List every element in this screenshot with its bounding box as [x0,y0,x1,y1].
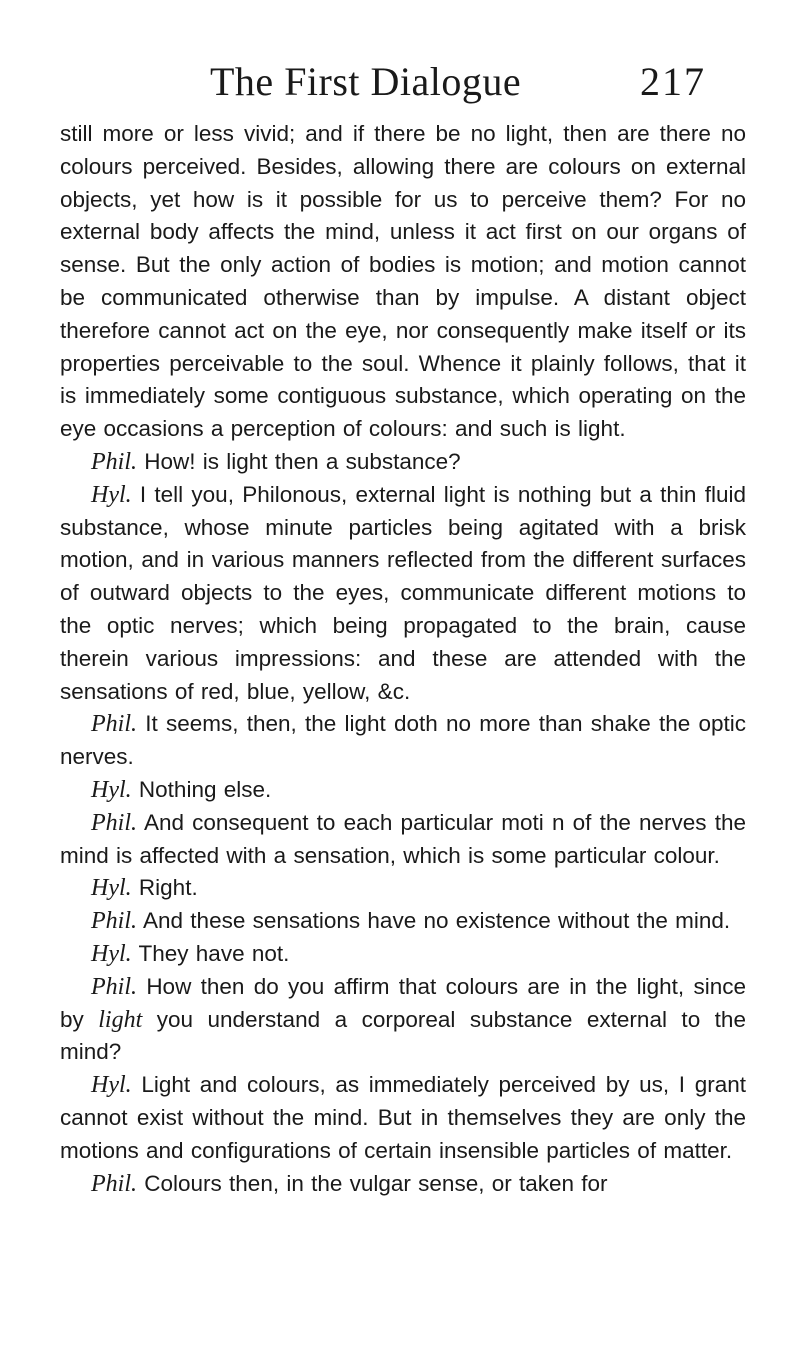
dialogue-line [60,905,746,938]
dialogue-text: How then do you affirm that colours are in the light, since by [60,973,746,1032]
speaker-name: Hyl. [91,1072,132,1099]
dialogue-text: They have not. [138,940,290,966]
dialogue-line [60,971,746,1069]
speaker-name: Hyl. [91,481,132,508]
chapter-title: The First Dialogue [210,59,522,104]
book-page [60,59,746,1200]
dialogue-text: you understand a corporeal substance external to the mind? [60,1006,746,1065]
dialogue-line [60,938,746,971]
dialogue-line [60,774,746,807]
dialogue-text: Right. [138,875,198,901]
dialogue-line [60,1069,746,1167]
dialogue-text: How! is light then a substance? [144,448,461,474]
italic-word: light [98,1006,143,1033]
speaker-name: Hyl. [91,776,132,803]
dialogue-text: Nothing else. [138,776,272,802]
speaker-name: Hyl. [91,875,132,902]
dialogue-text: And these sensations have no existence without the mind. [143,908,731,934]
speaker-name: Phil. [91,809,137,836]
dialogue-text: Light and colours, as immediately perceived by us, I grant cannot exist without the mind. But in themselves they are only the motions and configurations of certain insensible particles of matter. [60,1072,746,1163]
running-header [60,59,746,118]
paragraph [60,118,746,446]
speaker-name: Phil. [91,711,137,738]
dialogue-line [60,807,746,873]
speaker-name: Phil. [91,973,137,1000]
speaker-name: Phil. [91,448,137,475]
dialogue-text: Colours then, in the vulgar sense, or taken for [144,1170,608,1196]
dialogue-line [60,446,746,479]
speaker-name: Hyl. [91,940,132,967]
speaker-name: Phil. [91,1170,137,1197]
dialogue-text: And consequent to each particular moti n of the nerves the mind is affected with a sensation, which is some particular colour. [60,809,746,868]
page-number: 217 [640,59,706,104]
dialogue-line [60,1168,746,1201]
dialogue-line [60,479,746,709]
body-text [60,118,746,1200]
dialogue-line [60,872,746,905]
speaker-name: Phil. [91,908,137,935]
dialogue-line [60,708,746,774]
dialogue-text: It seems, then, the light doth no more than shake the optic nerves. [60,711,746,770]
dialogue-text: I tell you, Philonous, external light is nothing but a thin fluid substance, whose minute particles being agitated with a brisk motion, and in various manners reflected from the different surfaces of outward objects to the eyes, communicate different motions to the optic nerves; which being propagated to the brain, cause therein various impressions: and these are attended with the sensations of red, blue, yellow, &c. [60,481,746,704]
paragraph-text: still more or less vivid; and if there be no light, then are there no colours perceived. Besides, allowing there are colours on external objects, yet how is it possible for us to perceive them? For no external body affects the mind, unless it act first on our organs of sense. But the only action of bodies is motion; and motion cannot be communicated otherwise than by impulse. A distant object therefore cannot act on the eye, nor consequently make itself or its properties perceivable to the soul. Whence it plainly follows, that it is immediately some contiguous substance, which operating on the eye occasions a perception of colours: and such is light. [60,121,746,442]
